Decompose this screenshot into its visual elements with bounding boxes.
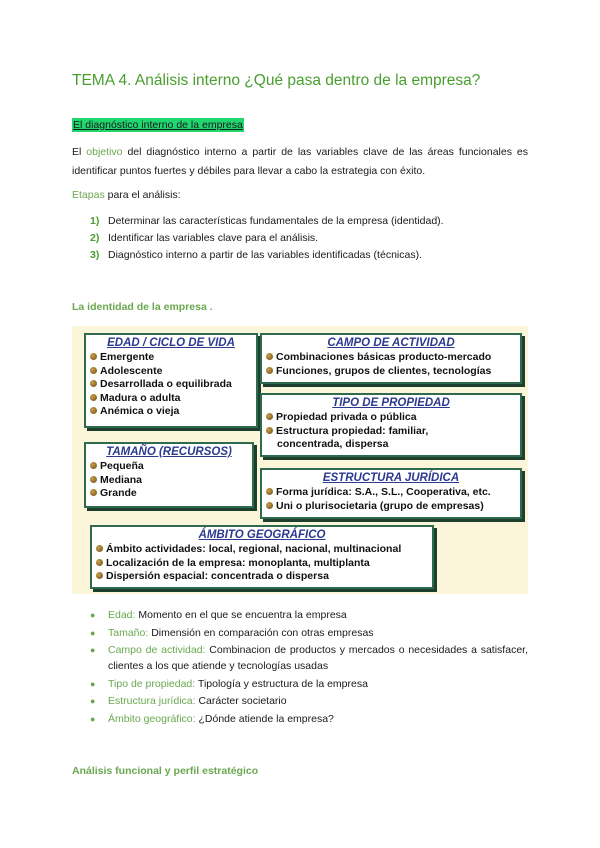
keyword-etapas: Etapas	[72, 189, 105, 201]
box-tamano	[84, 442, 254, 508]
page-title: TEMA 4. Análisis interno ¿Qué pasa dentro de la empresa?	[72, 72, 481, 89]
list-item: Localización de la empresa: monoplanta, multiplanta	[92, 557, 432, 571]
box-title: EDAD / CICLO DE VIDA	[107, 337, 235, 349]
bullet-icon: ●	[90, 678, 96, 689]
list-item: Dispersión espacial: concentrada o dispersa	[92, 570, 432, 584]
list-item	[90, 247, 444, 264]
box-title: CAMPO DE ACTIVIDAD	[327, 337, 455, 349]
bullet-icon	[90, 353, 97, 360]
bullet-icon	[266, 367, 273, 374]
bullet-icon	[96, 559, 103, 566]
bullet-icon: ●	[90, 696, 96, 706]
etapas-text: para el análisis:	[104, 189, 181, 201]
bullet-icon	[266, 413, 273, 420]
bullet-icon	[90, 367, 97, 374]
list-item: ● Ámbito geográfico: ¿Dónde atiende la empresa?	[90, 712, 334, 725]
bullet-icon: ●	[90, 610, 96, 620]
step-text: Diagnóstico interno a partir de las variables identificadas (técnicas).	[108, 249, 422, 261]
list-item: Funciones, grupos de clientes, tecnologías	[262, 365, 520, 379]
bullet-icon	[90, 462, 97, 469]
box-juridica	[260, 468, 522, 519]
step-number: 3)	[90, 249, 100, 261]
keyword-objetivo: objetivo	[86, 146, 123, 158]
list-item: Mediana	[86, 474, 252, 488]
bullet-icon	[266, 353, 273, 360]
list-item: Anémica o vieja	[86, 405, 256, 419]
box-title: ÁMBITO GEOGRÁFICO	[198, 529, 326, 541]
para-text: del diagnóstico interno a partir de las variables clave de las áreas funcionales es identificar puntos fuertes y débiles para llevar a cabo la estrategia con éxito.	[72, 146, 528, 177]
bullet-icon	[266, 427, 273, 434]
etapas-line	[72, 186, 528, 205]
list-item: Combinaciones básicas producto-mercado	[262, 351, 520, 365]
section-heading-diagnostico: El diagnóstico interno de la empresa	[73, 119, 243, 131]
box-edad	[84, 333, 258, 428]
bullet-icon	[96, 572, 103, 579]
section-heading-funcional: Análisis funcional y perfil estratégico	[72, 765, 259, 777]
definitions-list	[90, 607, 528, 728]
box-title: TAMAÑO (RECURSOS)	[106, 446, 232, 458]
list-item: Ámbito actividades: local, regional, nacional, multinacional	[92, 543, 432, 557]
box-title: ESTRUCTURA JURÍDICA	[322, 472, 460, 484]
bullet-icon: ●	[90, 645, 96, 655]
identity-diagram	[72, 326, 528, 594]
list-item: Uni o plurisocietaria (grupo de empresas)	[262, 500, 520, 514]
section-heading-identidad: La identidad de la empresa .	[72, 301, 213, 313]
list-item	[90, 213, 444, 230]
list-item	[90, 230, 444, 247]
box-campo	[260, 333, 522, 384]
bullet-icon	[90, 394, 97, 401]
bullet-icon	[90, 380, 97, 387]
box-ambito	[90, 525, 434, 589]
list-item: Propiedad privada o pública	[262, 411, 520, 425]
bullet-icon: ●	[90, 713, 96, 724]
bullet-icon	[90, 476, 97, 483]
list-item: Forma jurídica: S.A., S.L., Cooperativa, etc.	[262, 486, 520, 500]
list-item: Desarrollada o equilibrada	[86, 378, 256, 392]
bullet-icon	[90, 407, 97, 414]
box-propiedad	[260, 393, 522, 457]
list-item: Adolescente	[86, 365, 256, 379]
bullet-icon	[266, 502, 273, 509]
bullet-icon	[96, 545, 103, 552]
list-item: ● Campo de actividad: Combinacion de productos y mercados o necesidades a satisfacer, clientes a los que atiende y tecnologías usadas	[90, 644, 528, 672]
bullet-icon	[90, 489, 97, 496]
list-item: ● Tipo de propiedad: Tipología y estructura de la empresa	[90, 677, 368, 690]
para-text: El	[72, 146, 87, 158]
box-title: TIPO DE PROPIEDAD	[332, 397, 450, 409]
step-number: 1)	[90, 215, 100, 227]
bullet-icon	[266, 488, 273, 495]
list-item: Pequeña	[86, 460, 252, 474]
objective-paragraph	[72, 143, 528, 181]
step-text: Determinar las características fundamentales de la empresa (identidad).	[108, 215, 444, 227]
list-item: concentrada, dispersa	[277, 438, 389, 450]
list-item: ● Edad: Momento en el que se encuentra la empresa	[90, 609, 347, 621]
list-item: ● Estructura jurídica: Carácter societario	[90, 695, 287, 707]
step-number: 2)	[90, 232, 100, 244]
bullet-icon: ●	[90, 627, 96, 638]
list-item: Grande	[86, 487, 252, 501]
step-text: Identificar las variables clave para el análisis.	[108, 232, 319, 244]
list-item: Emergente	[86, 351, 256, 365]
list-item: Estructura propiedad: familiar,	[262, 425, 520, 439]
list-item: Madura o adulta	[86, 392, 256, 406]
steps-list	[90, 213, 444, 264]
list-item: ● Tamaño: Dimensión en comparación con otras empresas	[90, 626, 374, 639]
